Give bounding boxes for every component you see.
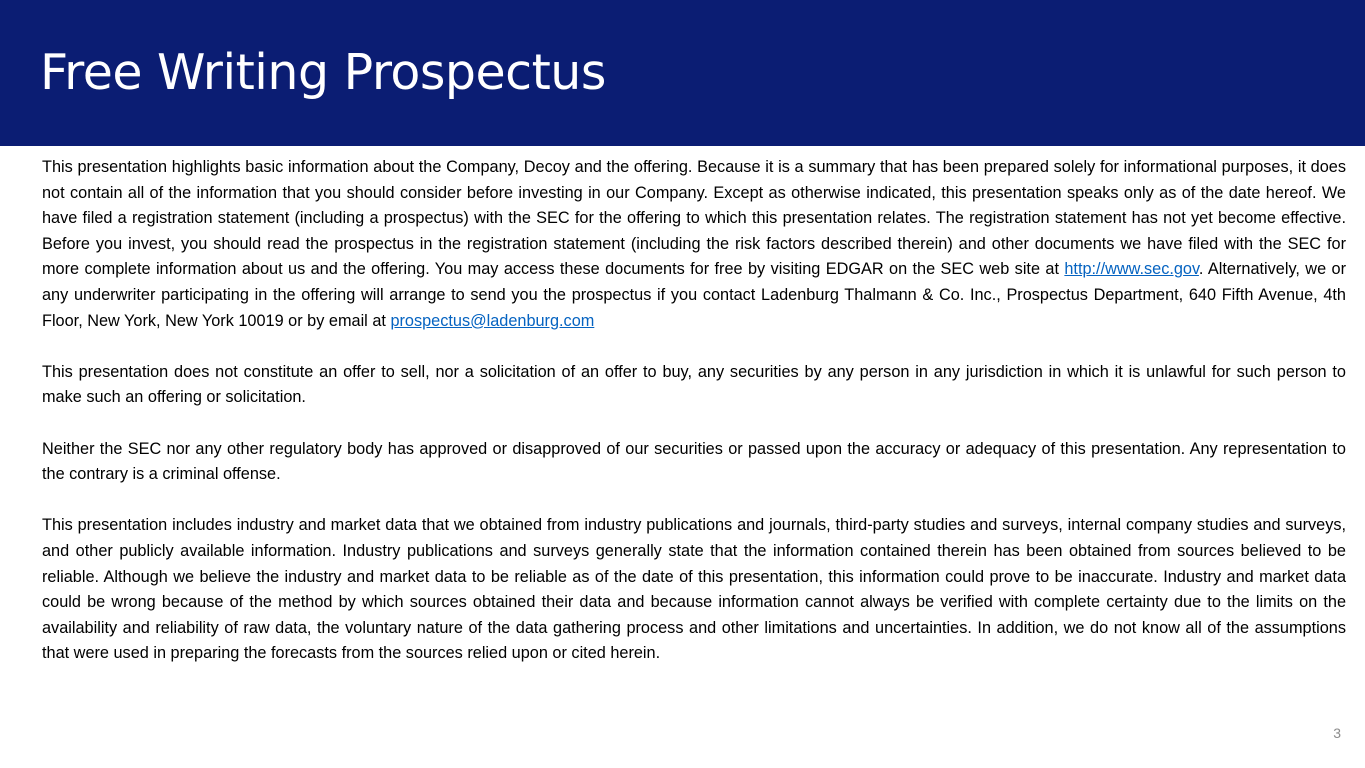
- paragraph-registration-statement: [42, 155, 1346, 334]
- paragraph-industry-data: This presentation includes industry and market data that we obtained from industry publications and journals, third-party studies and surveys, internal company studies and surveys, and other publicly available information. Industry publications and surveys generally state that the information contained therein has been obtained from sources believed to be reliable. Although we believe the industry and market data to be reliable as of the date of this presentation, this information could prove to be inaccurate. Industry and market data could be wrong because of the method by which sources obtained their data and because information cannot always be verified with complete certainty due to the limits on the availability and reliability of raw data, the voluntary nature of the data gathering process and other limitations and uncertainties. In addition, we do not know all of the assumptions that were used in preparing the forecasts from the sources relied upon or cited herein.: [42, 516, 1346, 663]
- page-number: 3: [1333, 725, 1341, 741]
- paragraph-sec-approval: Neither the SEC nor any other regulatory body has approved or disapproved of our securities or passed upon the accuracy or adequacy of this presentation. Any representation to the contrary is a criminal offense.: [42, 439, 1346, 484]
- page-title: Free Writing Prospectus: [40, 44, 606, 101]
- sec-website-link[interactable]: http://www.sec.gov: [1064, 260, 1199, 279]
- paragraph-text: This presentation highlights basic information about the Company, Decoy and the offering. Because it is a summary that has been prepared solely for informational purposes, it does not contain all of the information that you should consider before investing in our Company. Except as otherwise indicated, this presentation speaks only as of the date hereof. We have filed a registration statement (including a prospectus) with the SEC for the offering to which this presentation relates. The registration statement has not yet become effective. Before you invest, you should read the prospectus in the registration statement (including the risk factors described therein) and other documents we have filed with the SEC for more complete information about us and the offering. You may access these documents for free by visiting EDGAR on the SEC web site at: [42, 158, 1346, 279]
- paragraph-no-offer: This presentation does not constitute an offer to sell, nor a solicitation of an offer to buy, any securities by any person in any jurisdiction in which it is unlawful for such person to make such an offering or solicitation.: [42, 362, 1346, 407]
- paragraph-text: . Alternatively, we or any underwriter participating in the offering will arrange to send you the prospectus if you contact Ladenburg Thalmann & Co. Inc., Prospectus Department, 640 Fifth Avenue, 4th Floor, New York, New York 10019 or by email at: [42, 260, 1346, 330]
- header-band: [0, 0, 1365, 146]
- disclaimer-body: [42, 155, 1346, 667]
- prospectus-email-link[interactable]: prospectus@ladenburg.com: [390, 311, 595, 330]
